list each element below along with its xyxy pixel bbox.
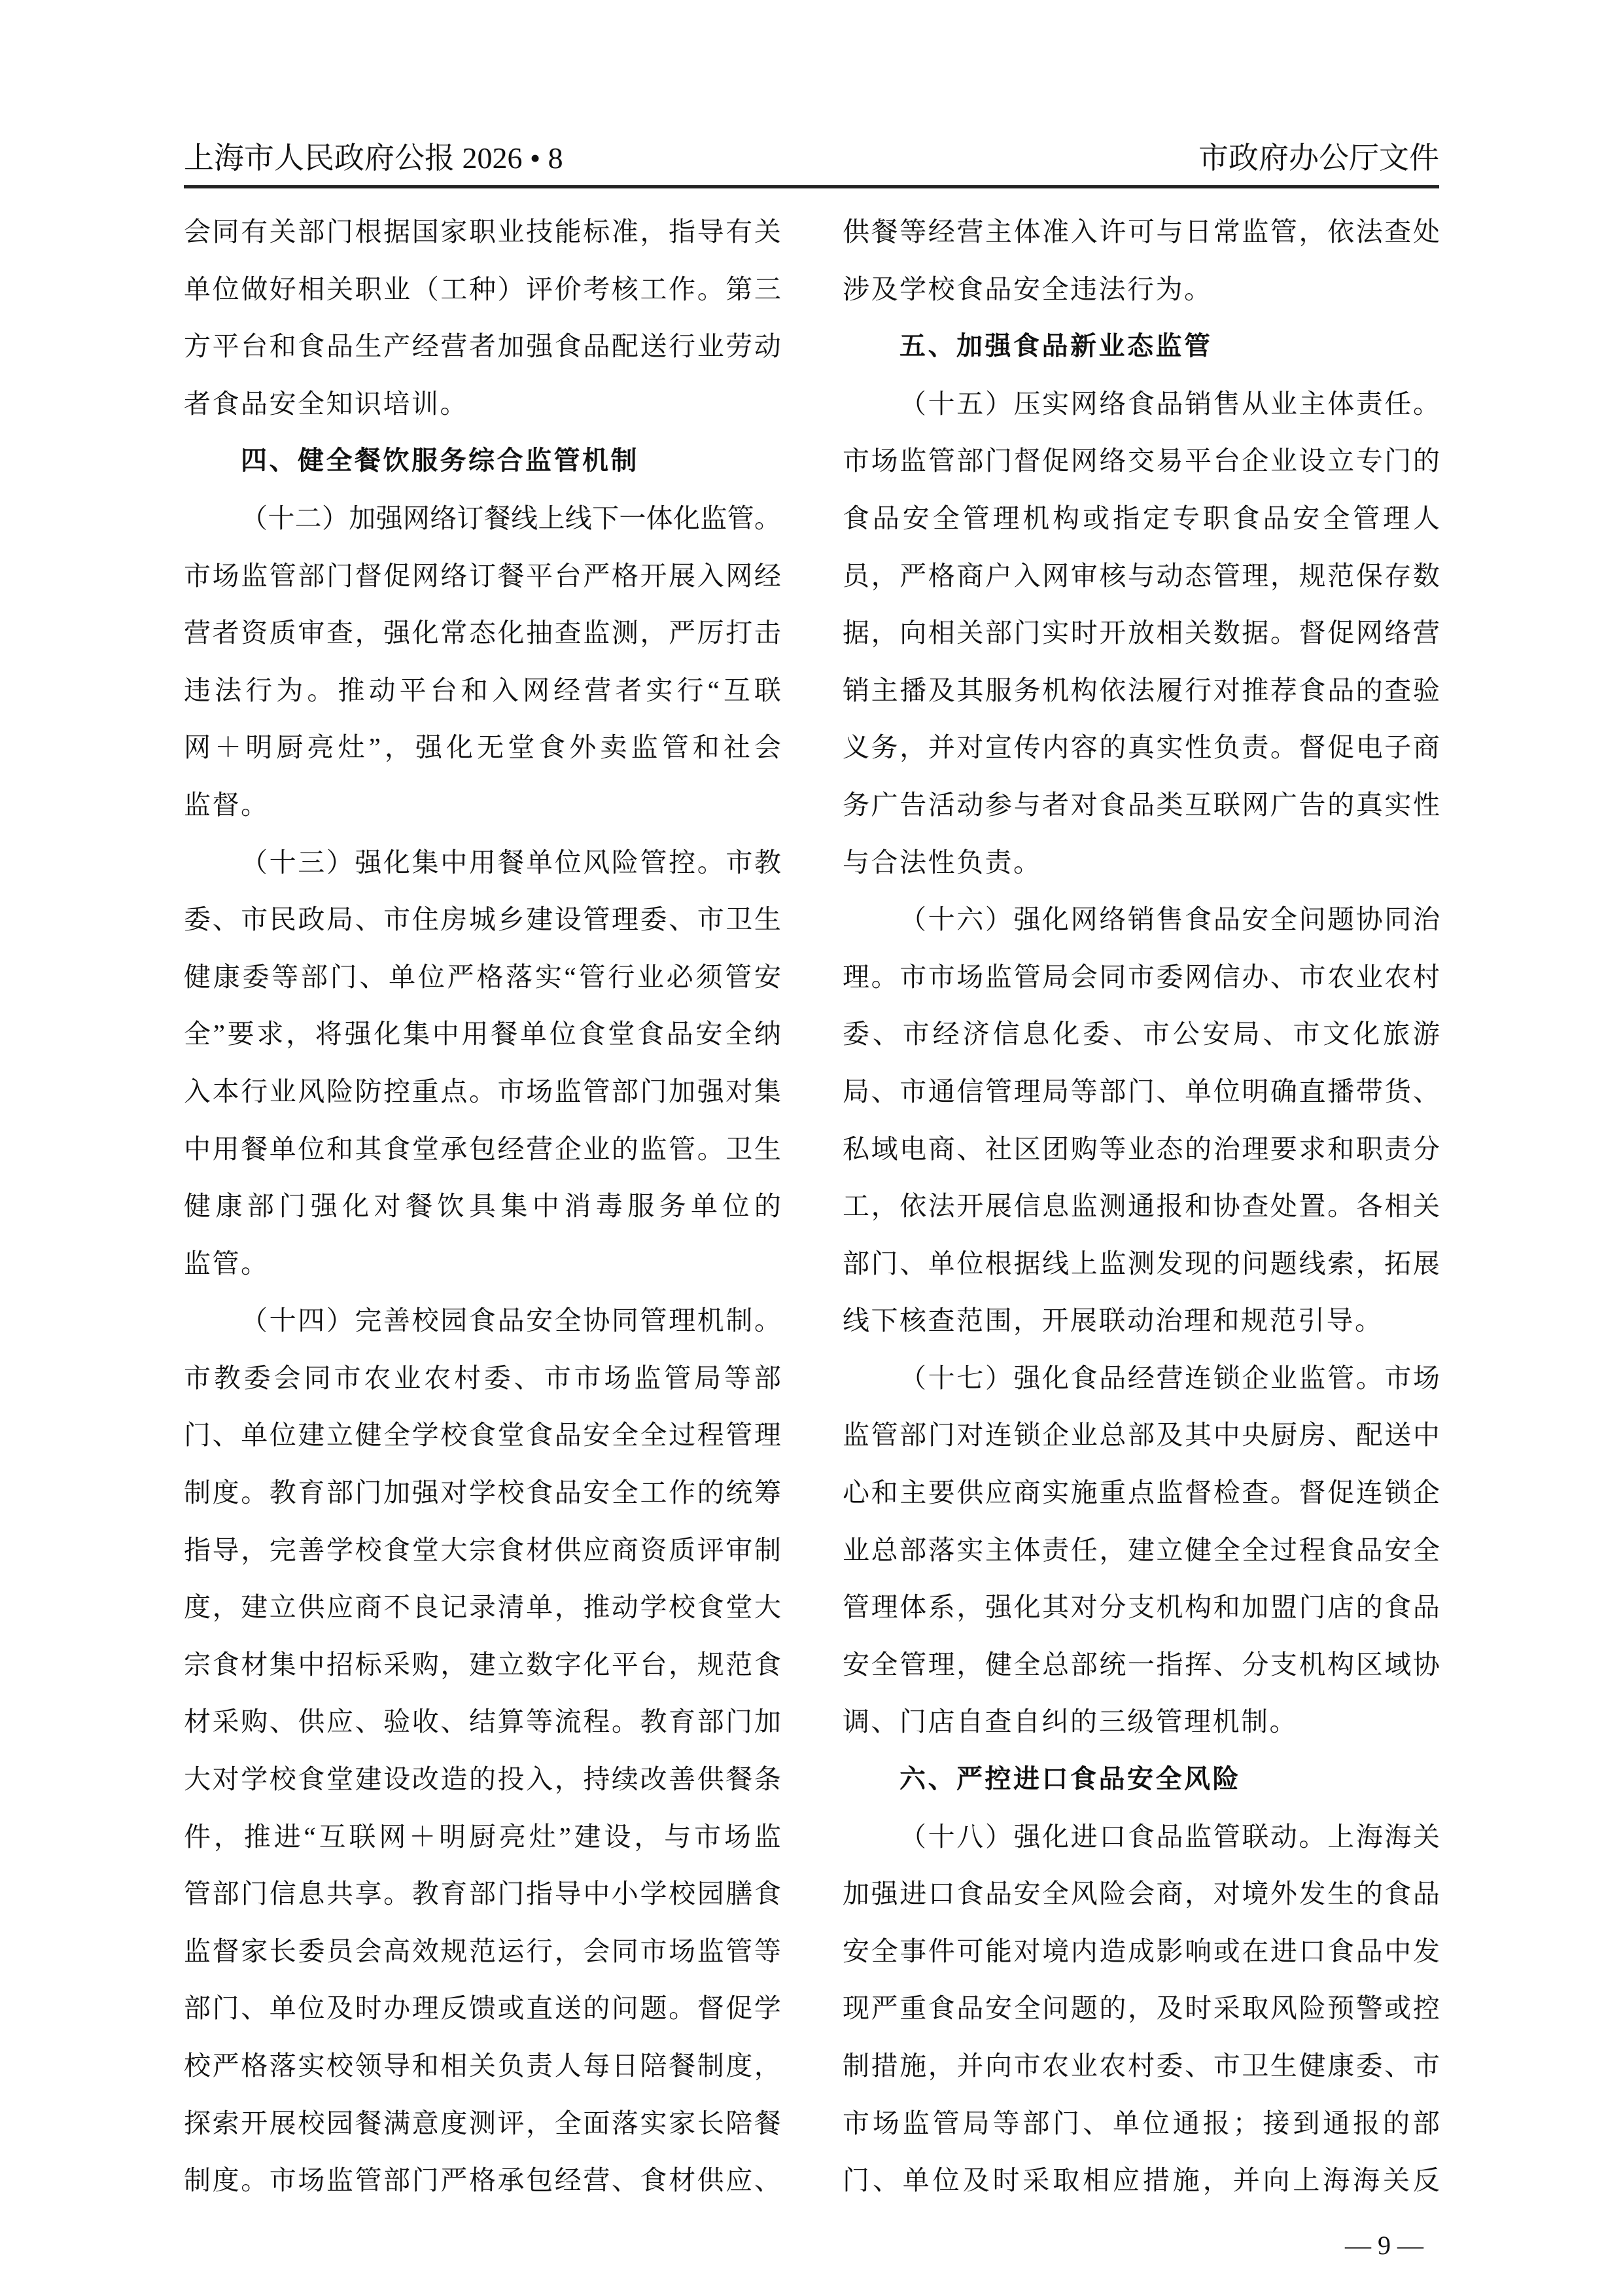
text-line: 探 索 开 展 校 园 餐 满 意 度 测 评 ， 全 面 落 实 家 长 陪 餐 bbox=[184, 2108, 781, 2138]
text-line: 指 导 ， 完 善 学 校 食 堂 大 宗 食 材 供 应 商 资 质 评 审 制 bbox=[184, 1534, 781, 1565]
text-line: 供 餐 等 经 营 主 体 准 入 许 可 与 日 常 监 管 ， 依 法 查 处 bbox=[843, 217, 1440, 247]
text-line: 全 ” 要 求 ， 将 强 化 集 中 用 餐 单 位 食 堂 食 品 安 全 纳 bbox=[184, 1019, 781, 1050]
text-line: 方 平 台 和 食 品 生 产 经 营 者 加 强 食 品 配 送 行 业 劳 动 bbox=[184, 331, 781, 362]
text-line: 中 用 餐 单 位 和 其 食 堂 承 包 经 营 企 业 的 监 管 。 卫 生 bbox=[184, 1133, 781, 1164]
text-column-right bbox=[843, 203, 1440, 2210]
section-heading: 四、健全餐饮服务综合监管机制 bbox=[241, 446, 639, 476]
text-line: （ 十 二 ） 加 强 网 络 订 餐 线 上 线 下 一 体 化 监 管 。 bbox=[241, 503, 781, 533]
text-line: 工 ， 依 法 开 展 信 息 监 测 通 报 和 协 查 处 置 。 各 相 关 bbox=[843, 1191, 1440, 1222]
text-line: 安 全 事 件 可 能 对 境 内 造 成 影 响 或 在 进 口 食 品 中 发 bbox=[843, 1935, 1440, 1966]
text-line: 宗 食 材 集 中 招 标 采 购 ， 建 立 数 字 化 平 台 ， 规 范 食 bbox=[184, 1649, 781, 1680]
text-line: 私 域 电 商 、 社 区 团 购 等 业 态 的 治 理 要 求 和 职 责 分 bbox=[843, 1133, 1440, 1164]
text-line: （ 十 三 ） 强 化 集 中 用 餐 单 位 风 险 管 控 。 市 教 bbox=[241, 847, 781, 877]
text-line: 安 全 管 理 ， 健 全 总 部 统 一 指 挥 、 分 支 机 构 区 域 协 bbox=[843, 1649, 1440, 1680]
text-line: 销 主 播 及 其 服 务 机 构 依 法 履 行 对 推 荐 食 品 的 查 验 bbox=[843, 675, 1440, 705]
text-line: 理 。 市 市 场 监 管 局 会 同 市 委 网 信 办 、 市 农 业 农 村 bbox=[843, 961, 1440, 992]
text-line: 委 、 市 经 济 信 息 化 委 、 市 公 安 局 、 市 文 化 旅 游 bbox=[843, 1019, 1440, 1050]
text-line: 健 康 委 等 部 门 、 单 位 严 格 落 实 “ 管 行 业 必 须 管 安 bbox=[184, 961, 781, 992]
header-rule bbox=[184, 185, 1439, 188]
text-line: 监管。 bbox=[184, 1248, 270, 1279]
section-heading: 五、加强食品新业态监管 bbox=[899, 331, 1213, 362]
text-line: 会 同 有 关 部 门 根 据 国 家 职 业 技 能 标 准 ， 指 导 有 关 bbox=[184, 217, 781, 247]
text-line: 涉及学校食品安全违法行为。 bbox=[843, 274, 1213, 304]
text-line: 线下核查范围，开展联动治理和规范引导。 bbox=[843, 1305, 1384, 1336]
text-line: 市 场 监 管 部 门 督 促 网 络 交 易 平 台 企 业 设 立 专 门 的 bbox=[843, 446, 1440, 476]
text-line: 健 康 部 门 强 化 对 餐 饮 具 集 中 消 毒 服 务 单 位 的 bbox=[184, 1191, 781, 1222]
text-line: 监督。 bbox=[184, 789, 270, 820]
text-line: 市 场 监 管 部 门 督 促 网 络 订 餐 平 台 严 格 开 展 入 网 经 bbox=[184, 560, 781, 591]
section-heading: 六、严控进口食品安全风险 bbox=[899, 1764, 1241, 1795]
text-line: 营 者 资 质 审 查 ， 强 化 常 态 化 抽 查 监 测 ， 严 厉 打 击 bbox=[184, 618, 781, 648]
text-line: 食 品 安 全 管 理 机 构 或 指 定 专 职 食 品 安 全 管 理 人 bbox=[843, 503, 1440, 533]
text-line: 者食品安全知识培训。 bbox=[184, 388, 468, 419]
text-line: 加 强 进 口 食 品 安 全 风 险 会 商 ， 对 境 外 发 生 的 食 品 bbox=[843, 1879, 1440, 1909]
text-line: 制 度 。 市 场 监 管 部 门 严 格 承 包 经 营 、 食 材 供 应 、 bbox=[184, 2165, 781, 2196]
text-line: 局 、 市 通 信 管 理 局 等 部 门 、 单 位 明 确 直 播 带 货 、 bbox=[843, 1076, 1440, 1106]
text-line: 入 本 行 业 风 险 防 控 重 点 。 市 场 监 管 部 门 加 强 对 集 bbox=[184, 1076, 781, 1106]
text-line: 调、门店自查自纠的三级管理机制。 bbox=[843, 1706, 1298, 1737]
text-line: 违 法 行 为 。 推 动 平 台 和 入 网 经 营 者 实 行 “ 互 联 bbox=[184, 675, 781, 705]
text-line: 部 门 、 单 位 根 据 线 上 监 测 发 现 的 问 题 线 索 ， 拓 展 bbox=[843, 1248, 1440, 1279]
text-line: （ 十 五 ） 压 实 网 络 食 品 销 售 从 业 主 体 责 任 。 bbox=[899, 388, 1440, 419]
text-line: 业 总 部 落 实 主 体 责 任 ， 建 立 健 全 全 过 程 食 品 安 全 bbox=[843, 1534, 1440, 1565]
text-line: 校 严 格 落 实 校 领 导 和 相 关 负 责 人 每 日 陪 餐 制 度 ， bbox=[184, 2051, 781, 2081]
text-line: 管 部 门 信 息 共 享 。 教 育 部 门 指 导 中 小 学 校 园 膳 食 bbox=[184, 1879, 781, 1909]
text-line: （ 十 八 ） 强 化 进 口 食 品 监 管 联 动 。 上 海 海 关 bbox=[899, 1821, 1440, 1852]
text-line: （ 十 七 ） 强 化 食 品 经 营 连 锁 企 业 监 管 。 市 场 bbox=[899, 1362, 1440, 1393]
text-line: （ 十 四 ） 完 善 校 园 食 品 安 全 协 同 管 理 机 制 。 bbox=[241, 1305, 781, 1336]
text-line: （ 十 六 ） 强 化 网 络 销 售 食 品 安 全 问 题 协 同 治 bbox=[899, 904, 1440, 935]
text-line: 现 严 重 食 品 安 全 问 题 的 ， 及 时 采 取 风 险 预 警 或 控 bbox=[843, 1993, 1440, 2024]
text-line: 监 督 家 长 委 员 会 高 效 规 范 运 行 ， 会 同 市 场 监 管 等 bbox=[184, 1935, 781, 1966]
text-line: 制 度 。 教 育 部 门 加 强 对 学 校 食 品 安 全 工 作 的 统 筹 bbox=[184, 1477, 781, 1508]
text-line: 门 、 单 位 及 时 采 取 相 应 措 施 ， 并 向 上 海 海 关 反 bbox=[843, 2165, 1440, 2196]
text-line: 度 ， 建 立 供 应 商 不 良 记 录 清 单 ， 推 动 学 校 食 堂 大 bbox=[184, 1592, 781, 1623]
running-header-title: 上海市人民政府公报 2026 • 8 bbox=[184, 141, 563, 175]
text-line: 部 门 、 单 位 及 时 办 理 反 馈 或 直 送 的 问 题 。 督 促 学 bbox=[184, 1993, 781, 2024]
text-line: 单 位 做 好 相 关 职 业 （ 工 种 ） 评 价 考 核 工 作 。 第 三 bbox=[184, 274, 781, 304]
text-line: 市 教 委 会 同 市 农 业 农 村 委 、 市 市 场 监 管 局 等 部 bbox=[184, 1362, 781, 1393]
text-line: 网 ＋ 明 厨 亮 灶 ” ， 强 化 无 堂 食 外 卖 监 管 和 社 会 bbox=[184, 732, 781, 763]
text-line: 件 ， 推 进 “ 互 联 网 ＋ 明 厨 亮 灶 ” 建 设 ， 与 市 场 监 bbox=[184, 1821, 781, 1852]
text-line: 委 、 市 民 政 局 、 市 住 房 城 乡 建 设 管 理 委 、 市 卫 生 bbox=[184, 904, 781, 935]
text-line: 门 、 单 位 建 立 健 全 学 校 食 堂 食 品 安 全 全 过 程 管 理 bbox=[184, 1420, 781, 1451]
text-line: 员 ， 严 格 商 户 入 网 审 核 与 动 态 管 理 ， 规 范 保 存 数 bbox=[843, 560, 1440, 591]
text-line: 管 理 体 系 ， 强 化 其 对 分 支 机 构 和 加 盟 门 店 的 食 品 bbox=[843, 1592, 1440, 1623]
text-line: 务 广 告 活 动 参 与 者 对 食 品 类 互 联 网 广 告 的 真 实 性 bbox=[843, 789, 1440, 820]
text-column-left bbox=[184, 203, 781, 2210]
text-line: 据 ， 向 相 关 部 门 实 时 开 放 相 关 数 据 。 督 促 网 络 营 bbox=[843, 618, 1440, 648]
page-number: — 9 — bbox=[1345, 2231, 1423, 2260]
text-line: 义 务 ， 并 对 宣 传 内 容 的 真 实 性 负 责 。 督 促 电 子 商 bbox=[843, 732, 1440, 763]
running-header-section: 市政府办公厅文件 bbox=[1198, 141, 1439, 175]
text-line: 市 场 监 管 局 等 部 门 、 单 位 通 报 ； 接 到 通 报 的 部 bbox=[843, 2108, 1440, 2138]
text-line: 与合法性负责。 bbox=[843, 847, 1042, 877]
text-line: 监 管 部 门 对 连 锁 企 业 总 部 及 其 中 央 厨 房 、 配 送 中 bbox=[843, 1420, 1440, 1451]
text-line: 制 措 施 ， 并 向 市 农 业 农 村 委 、 市 卫 生 健 康 委 、 市 bbox=[843, 2051, 1440, 2081]
text-line: 心 和 主 要 供 应 商 实 施 重 点 监 督 检 查 。 督 促 连 锁 企 bbox=[843, 1477, 1440, 1508]
text-line: 大 对 学 校 食 堂 建 设 改 造 的 投 入 ， 持 续 改 善 供 餐 条 bbox=[184, 1764, 781, 1795]
text-line: 材 采 购 、 供 应 、 验 收 、 结 算 等 流 程 。 教 育 部 门 加 bbox=[184, 1706, 781, 1737]
